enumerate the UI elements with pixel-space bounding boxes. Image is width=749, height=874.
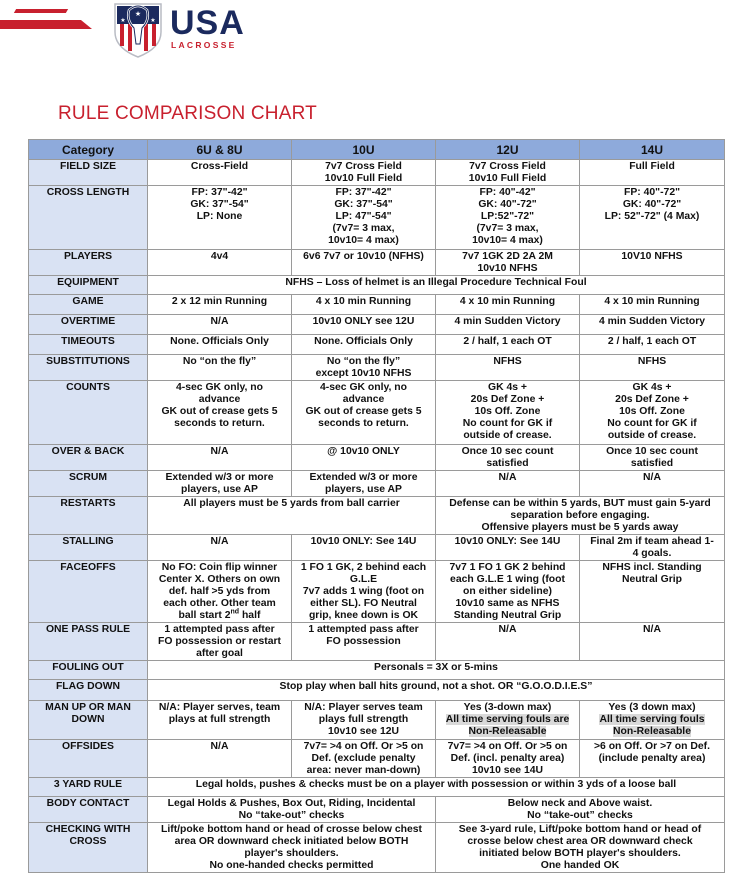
cell-10u: Extended w/3 or more players, use AP <box>292 471 436 497</box>
row-label: SUBSTITUTIONS <box>29 355 148 381</box>
cell-6u-10u: Lift/poke bottom hand or head of crosse below chest area OR downward check initiated below BOTH player's shoulders. No one-handed checks permitted <box>148 823 436 873</box>
table-row-scrum <box>29 471 725 497</box>
cell-6u-8u: N/A <box>148 535 292 561</box>
cell-14u: N/A <box>580 471 725 497</box>
row-label: STALLING <box>29 535 148 561</box>
table-row-substitutions <box>29 355 725 381</box>
rule-comparison-table <box>28 139 725 873</box>
column-header-category: Category <box>29 140 148 160</box>
row-label: ONE PASS RULE <box>29 623 148 661</box>
cell-14u: Full Field <box>580 160 725 186</box>
table-row-body-contact <box>29 797 725 823</box>
cell-6u-8u: None. Officials Only <box>148 335 292 355</box>
table-row-over-back <box>29 445 725 471</box>
table-row-cross-length <box>29 186 725 250</box>
row-label: SCRUM <box>29 471 148 497</box>
table-row-flag-down <box>29 680 725 701</box>
row-label: FOULING OUT <box>29 661 148 680</box>
highlighted-text: Non-Releasable <box>468 726 547 737</box>
row-label: FLAG DOWN <box>29 680 148 701</box>
cell-12u: Once 10 sec count satisfied <box>436 445 580 471</box>
cell-6u-8u: N/A <box>148 740 292 778</box>
row-label: MAN UP OR MAN DOWN <box>29 701 148 740</box>
cell-10u: 6v6 7v7 or 10v10 (NFHS) <box>292 250 436 276</box>
brand-usa-text: USA <box>170 4 245 42</box>
highlighted-line <box>439 714 576 726</box>
brand-lacrosse-text: LACROSSE <box>171 40 237 50</box>
cell-14u <box>580 701 725 740</box>
cell-text-tail: half <box>239 610 261 621</box>
table-row-offsides <box>29 740 725 778</box>
cell-14u: >6 on Off. Or >7 on Def. (include penalty area) <box>580 740 725 778</box>
cell-10u: 10v10 ONLY see 12U <box>292 315 436 335</box>
cell-10u: @ 10v10 ONLY <box>292 445 436 471</box>
cell-12u: 2 / half, 1 each OT <box>436 335 580 355</box>
table-header-row <box>29 140 725 160</box>
table-row-restarts <box>29 497 725 535</box>
cell-12u: N/A <box>436 471 580 497</box>
row-label: CHECKING WITH CROSS <box>29 823 148 873</box>
cell-14u: 4 x 10 min Running <box>580 295 725 315</box>
cell-10u: 10v10 ONLY: See 14U <box>292 535 436 561</box>
table-row-timeouts <box>29 335 725 355</box>
table-row-overtime <box>29 315 725 335</box>
cell-12u: 7v7 1GK 2D 2A 2M 10v10 NFHS <box>436 250 580 276</box>
column-header-14u: 14U <box>580 140 725 160</box>
cell-6u-8u: Extended w/3 or more players, use AP <box>148 471 292 497</box>
cell-12u: 10v10 ONLY: See 14U <box>436 535 580 561</box>
svg-text:★: ★ <box>134 11 142 18</box>
svg-text:★: ★ <box>150 18 156 24</box>
cell-10u: N/A: Player serves team plays full strength 10v10 see 12U <box>292 701 436 740</box>
svg-text:★: ★ <box>120 18 126 24</box>
cell-10u: FP: 37"-42" GK: 37"-54" LP: 47"-54" (7v7= 3 max, 10v10= 4 max) <box>292 186 436 250</box>
row-label: OFFSIDES <box>29 740 148 778</box>
cell-6u-8u: 4-sec GK only, no advance GK out of crease gets 5 seconds to return. <box>148 381 292 445</box>
cell-12u: N/A <box>436 623 580 661</box>
cell-12u: 7v7 1 FO 1 GK 2 behind each G.L.E 1 wing (foot on either sideline) 10v10 same as NFHS Standing Neutral Grip <box>436 561 580 623</box>
table-row-faceoffs <box>29 561 725 623</box>
highlighted-text: All time serving fouls <box>599 714 705 725</box>
cell-14u: FP: 40"-72" GK: 40"-72" LP: 52"-72" (4 Max) <box>580 186 725 250</box>
row-label: OVERTIME <box>29 315 148 335</box>
cell-10u: 1 FO 1 GK, 2 behind each G.L.E 7v7 adds 1 wing (foot on either SL). FO Neutral grip, knee down is OK <box>292 561 436 623</box>
cell-6u-8u: N/A <box>148 445 292 471</box>
usa-lacrosse-shield-logo <box>112 2 164 58</box>
cell-text: No FO: Coin flip winner Center X. Others on own def. half >5 yds from each other. Other team ball start 2 <box>158 562 281 621</box>
cell-6u-8u: No “on the fly” <box>148 355 292 381</box>
cell-14u: GK 4s + 20s Def Zone + 10s Off. Zone No count for GK if outside of crease. <box>580 381 725 445</box>
cell-line: Yes (3 down max) <box>608 702 696 713</box>
cell-12u: 4 min Sudden Victory <box>436 315 580 335</box>
cell-14u: 4 min Sudden Victory <box>580 315 725 335</box>
header-stripe-top <box>14 9 68 13</box>
table-row-man-up-down <box>29 701 725 740</box>
cell-14u: N/A <box>580 623 725 661</box>
table-row-players <box>29 250 725 276</box>
row-label: OVER & BACK <box>29 445 148 471</box>
table-row-3-yard-rule <box>29 778 725 797</box>
row-label: TIMEOUTS <box>29 335 148 355</box>
cell-10u: No “on the fly” except 10v10 NFHS <box>292 355 436 381</box>
highlighted-text: Non-Releasable <box>613 726 691 737</box>
cell-14u: NFHS incl. Standing Neutral Grip <box>580 561 725 623</box>
cell-10u: 1 attempted pass after FO possession <box>292 623 436 661</box>
highlighted-line <box>583 714 721 726</box>
row-label: FIELD SIZE <box>29 160 148 186</box>
table-row-one-pass <box>29 623 725 661</box>
cell-12u: 7v7= >4 on Off. Or >5 on Def. (incl. penalty area) 10v10 see 14U <box>436 740 580 778</box>
cell-6u-8u: 1 attempted pass after FO possession or restart after goal <box>148 623 292 661</box>
row-label: COUNTS <box>29 381 148 445</box>
cell-14u: Once 10 sec count satisfied <box>580 445 725 471</box>
cell-6u-8u: N/A <box>148 315 292 335</box>
cell-line: Yes (3-down max) <box>463 702 552 713</box>
cell-12u-14u: See 3-yard rule, Lift/poke bottom hand or head of crosse below chest area OR downward check initiated below BOTH player's shoulders. One handed OK <box>436 823 725 873</box>
row-label: GAME <box>29 295 148 315</box>
cell-6u-8u <box>148 561 292 623</box>
row-label: CROSS LENGTH <box>29 186 148 250</box>
row-label: EQUIPMENT <box>29 276 148 295</box>
highlighted-line <box>439 726 576 738</box>
highlighted-line <box>583 726 721 738</box>
cell-14u: 2 / half, 1 each OT <box>580 335 725 355</box>
cell-10u: 4 x 10 min Running <box>292 295 436 315</box>
cell-12u: 7v7 Cross Field 10v10 Full Field <box>436 160 580 186</box>
cell-all-ages: Personals = 3X or 5-mins <box>148 661 725 680</box>
table-row-game <box>29 295 725 315</box>
row-label: PLAYERS <box>29 250 148 276</box>
table-row-equipment <box>29 276 725 295</box>
header-stripe-bottom <box>0 20 92 29</box>
column-header-6u-8u: 6U & 8U <box>148 140 292 160</box>
cell-12u <box>436 701 580 740</box>
cell-10u: 7v7 Cross Field 10v10 Full Field <box>292 160 436 186</box>
row-label: RESTARTS <box>29 497 148 535</box>
cell-10u: 4-sec GK only, no advance GK out of crease gets 5 seconds to return. <box>292 381 436 445</box>
cell-12u: FP: 40"-42" GK: 40"-72" LP:52"-72" (7v7= 3 max, 10v10= 4 max) <box>436 186 580 250</box>
cell-14u: Final 2m if team ahead 1- 4 goals. <box>580 535 725 561</box>
cell-6u-8u: Cross-Field <box>148 160 292 186</box>
cell-12u-14u: Below neck and Above waist. No “take-out” checks <box>436 797 725 823</box>
cell-10u: None. Officials Only <box>292 335 436 355</box>
table-row-stalling <box>29 535 725 561</box>
cell-all-ages: NFHS – Loss of helmet is an Illegal Procedure Technical Foul <box>148 276 725 295</box>
cell-6u-8u: 2 x 12 min Running <box>148 295 292 315</box>
superscript-nd: nd <box>230 608 240 616</box>
cell-14u: 10V10 NFHS <box>580 250 725 276</box>
cell-6u-8u: FP: 37"-42" GK: 37"-54" LP: None <box>148 186 292 250</box>
column-header-10u: 10U <box>292 140 436 160</box>
table-row-checking <box>29 823 725 873</box>
table-row-counts <box>29 381 725 445</box>
column-header-12u: 12U <box>436 140 580 160</box>
cell-all-ages: Legal holds, pushes & checks must be on a player with possession or within 3 yds of a loose ball <box>148 778 725 797</box>
cell-12u: NFHS <box>436 355 580 381</box>
page-title: RULE COMPARISON CHART <box>58 103 317 124</box>
cell-14u: NFHS <box>580 355 725 381</box>
cell-12u: GK 4s + 20s Def Zone + 10s Off. Zone No count for GK if outside of crease. <box>436 381 580 445</box>
cell-12u: 4 x 10 min Running <box>436 295 580 315</box>
table-row-fouling-out <box>29 661 725 680</box>
brand-wordmark <box>170 6 245 50</box>
cell-all-ages: Stop play when ball hits ground, not a shot. OR “G.O.O.D.I.E.S” <box>148 680 725 701</box>
cell-6u-8u: N/A: Player serves, team plays at full strength <box>148 701 292 740</box>
cell-12u-14u: Defense can be within 5 yards, BUT must gain 5-yard separation before engaging. Offensive players must be 5 yards away <box>436 497 725 535</box>
cell-6u-10u: All players must be 5 yards from ball carrier <box>148 497 436 535</box>
row-label: FACEOFFS <box>29 561 148 623</box>
highlighted-text: All time serving fouls are <box>445 714 570 725</box>
cell-10u: 7v7= >4 on Off. Or >5 on Def. (exclude penalty area: never man-down) <box>292 740 436 778</box>
cell-6u-8u: 4v4 <box>148 250 292 276</box>
cell-6u-10u: Legal Holds & Pushes, Box Out, Riding, Incidental No “take-out” checks <box>148 797 436 823</box>
row-label: 3 YARD RULE <box>29 778 148 797</box>
table-row-field-size <box>29 160 725 186</box>
row-label: BODY CONTACT <box>29 797 148 823</box>
